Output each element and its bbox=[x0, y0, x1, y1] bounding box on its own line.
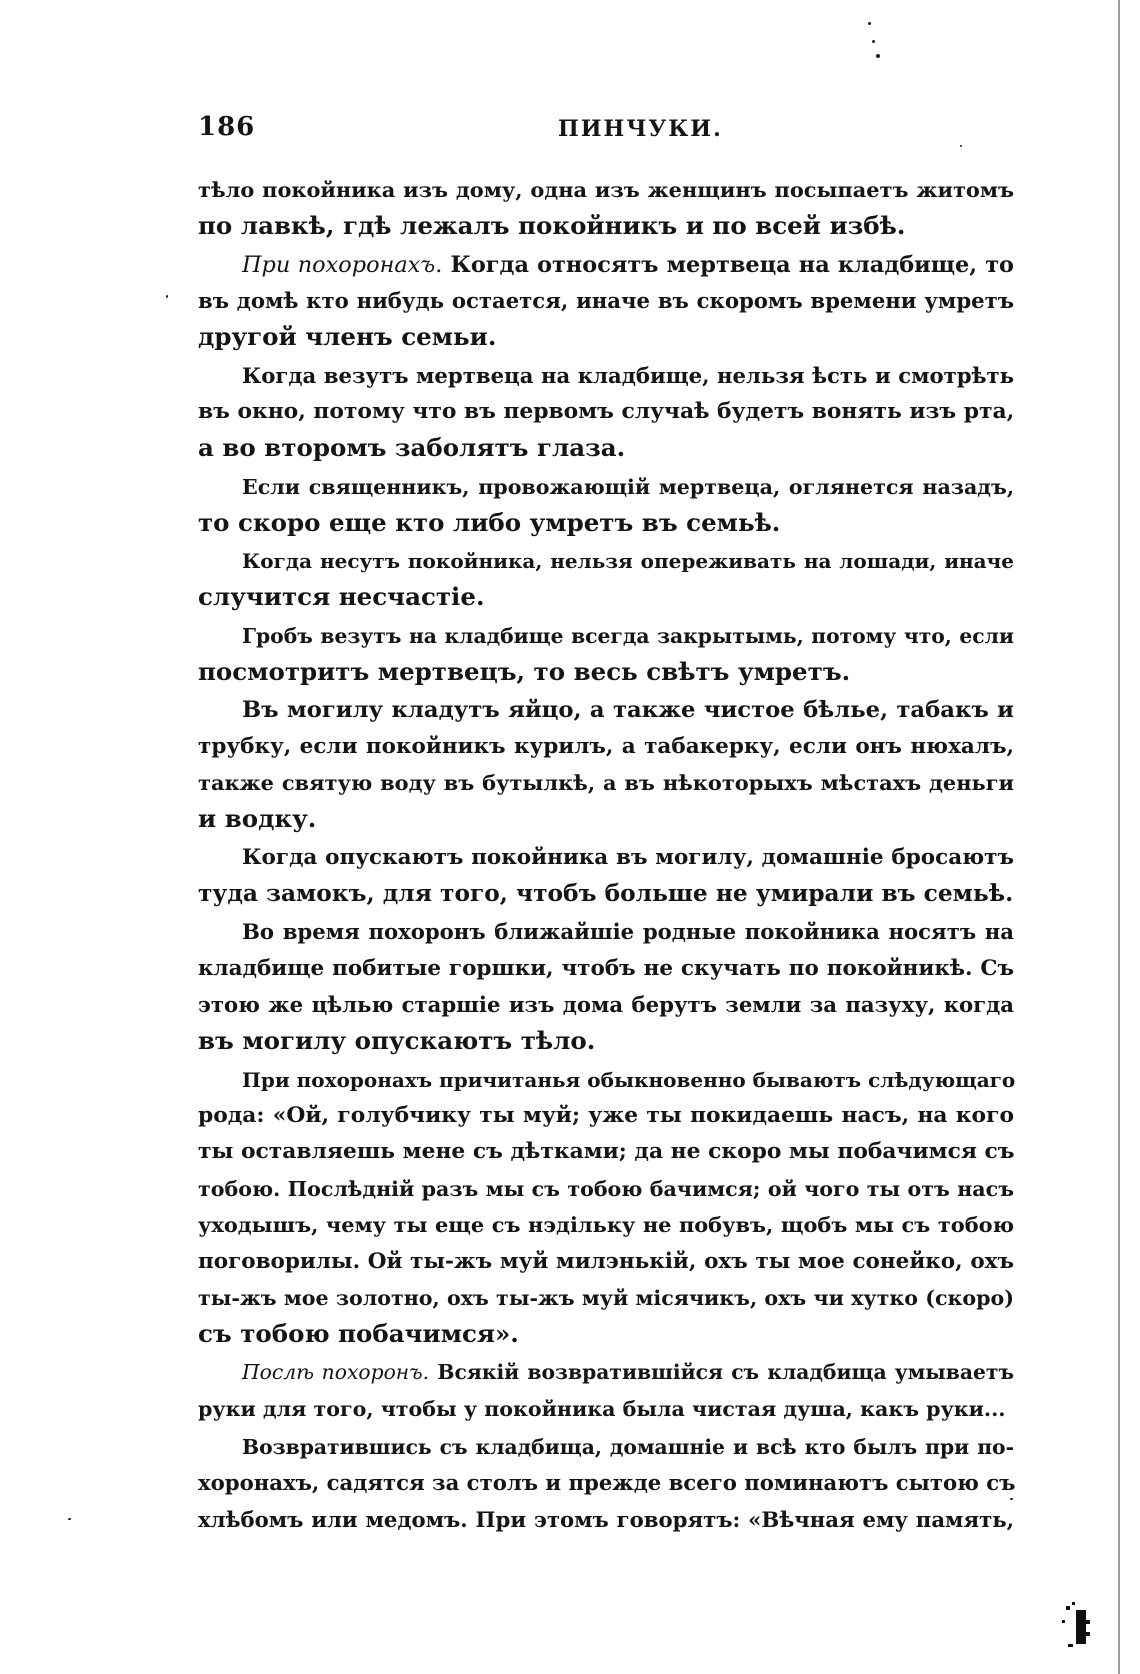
text-line: кладбище побитые горшки, чтобъ не скучать по покойникѣ. Съ bbox=[198, 955, 1014, 981]
text-line: случится несчастіе. bbox=[198, 582, 485, 612]
paragraph-2 bbox=[198, 247, 1014, 356]
paragraph-10 bbox=[198, 1062, 1014, 1353]
paragraph-7 bbox=[198, 692, 1014, 838]
section-heading: При похоронахъ. bbox=[242, 251, 443, 278]
text-line: ты оставляешь мене съ дѣтками; да не скоро мы побачимся съ bbox=[198, 1139, 1015, 1165]
text-line bbox=[198, 1354, 1014, 1390]
text-line: Если священникъ, провожающій мертвеца, оглянется назадъ, bbox=[242, 474, 1014, 499]
paragraph-4 bbox=[198, 469, 1014, 542]
text-line: Гробъ везутъ на кладбище всегда закрытымь, потому что, если bbox=[242, 623, 1014, 648]
paragraph-12 bbox=[198, 1429, 1014, 1538]
running-title: ПИНЧУКИ. bbox=[558, 116, 723, 142]
text-line: а во второмъ заболятъ глаза. bbox=[198, 433, 626, 463]
paragraph-5 bbox=[198, 543, 1014, 616]
paragraph-3 bbox=[198, 358, 1014, 467]
text-line: Когда опускаютъ покойника въ могилу, домашніе бросаютъ bbox=[242, 844, 1014, 870]
scan-speck bbox=[868, 22, 871, 25]
text-line: рода: «Ой, голубчику ты муй; уже ты покидаешь насъ, на кого bbox=[198, 1102, 1014, 1128]
paragraph-8 bbox=[198, 840, 1014, 913]
text-line: въ окно, потому что въ первомъ случаѣ будетъ вонять изъ рта, bbox=[198, 398, 1015, 424]
text-line: въ домѣ кто нибудь остается, иначе въ скоромъ времени умретъ bbox=[198, 287, 1014, 313]
text-line: тѣло покойника изъ дому, одна изъ женщинъ посыпаетъ житомъ bbox=[198, 177, 1014, 202]
text-line: хоронахъ, садятся за столъ и прежде всего поминаютъ сытою съ bbox=[198, 1470, 1016, 1496]
text-line: Во время похоронъ ближайшіе родные покойника носятъ на bbox=[242, 919, 1014, 945]
text-line: Когда несутъ покойника, нельзя опереживать на лошади, иначе bbox=[242, 549, 1014, 574]
text-line: хлѣбомъ или медомъ. При этомъ говорятъ: «Вѣчная ему память, bbox=[198, 1506, 1014, 1532]
text-line: этою же цѣлью старшіе изъ дома берутъ земли за пазуху, когда bbox=[198, 991, 1014, 1017]
scan-speck bbox=[166, 295, 168, 298]
text-line: другой членъ семьи. bbox=[198, 322, 497, 352]
paragraph-9 bbox=[198, 914, 1014, 1060]
text-line: въ могилу опускаютъ тѣло. bbox=[198, 1026, 596, 1056]
text-line: съ тобою побачимся». bbox=[198, 1319, 519, 1349]
section-heading: Послѣ похоронъ. bbox=[242, 1360, 430, 1385]
text-line: туда замокъ, для того, чтобъ больше не умирали въ семьѣ. bbox=[198, 880, 1014, 907]
text-line: руки для того, чтобы у покойника была чистая душа, какъ руки... bbox=[198, 1396, 1006, 1421]
text-line: ты-жъ мое золотно, охъ ты-жъ муй місячикъ, охъ чи хутко (скоро) bbox=[198, 1285, 1014, 1310]
scan-artifact-mark bbox=[1062, 1600, 1092, 1650]
text-line: тобою. Послѣдній разъ мы съ тобою бачимся; ой чого ты отъ насъ bbox=[198, 1176, 1014, 1201]
scan-speck bbox=[68, 1518, 71, 1520]
text-line: При похоронахъ причитанья обыкновенно бываютъ слѣдующаго bbox=[242, 1067, 1016, 1092]
paragraph-6 bbox=[198, 618, 1014, 691]
text-line: трубку, если покойникъ курилъ, а табакерку, если онъ нюхалъ, bbox=[198, 733, 1014, 759]
text-line: по лавкѣ, гдѣ лежалъ покойникъ и по всей избѣ. bbox=[198, 211, 906, 241]
paragraph-1 bbox=[198, 172, 1014, 245]
text-line: Въ могилу кладутъ яйцо, а также чистое бѣлье, табакъ и bbox=[242, 697, 1014, 724]
text-line: также святую воду въ бутылкѣ, а въ нѣкоторыхъ мѣстахъ деньги bbox=[198, 770, 1014, 796]
text-line bbox=[198, 247, 1014, 283]
body-text bbox=[198, 172, 1014, 1538]
page-number: 186 bbox=[198, 112, 256, 142]
page-header bbox=[198, 112, 1012, 152]
paragraph-11 bbox=[198, 1354, 1014, 1427]
text-line: Когда везутъ мертвеца на кладбище, нельзя ѣсть и смотрѣть bbox=[242, 362, 1014, 388]
scan-speck bbox=[872, 40, 875, 43]
text-fragment: Когда относятъ мертвеца на кладбище, то bbox=[450, 251, 1014, 278]
text-line: то скоро еще кто либо умретъ въ семьѣ. bbox=[198, 507, 781, 537]
text-line: посмотритъ мертвецъ, то весь свѣтъ умретъ. bbox=[198, 657, 851, 687]
page-edge-line bbox=[1118, 0, 1120, 1674]
text-line: поговорилы. Ой ты-жъ муй милэнькій, охъ ты мое сонейко, охъ bbox=[198, 1248, 1014, 1274]
text-line: Возвратившись съ кладбища, домашніе и всѣ кто былъ при по- bbox=[242, 1435, 1014, 1460]
text-fragment: Всякій возвратившійся съ кладбища умываетъ bbox=[437, 1360, 1015, 1385]
text-line: и водку. bbox=[198, 804, 317, 834]
scan-speck bbox=[876, 54, 880, 58]
text-line: уходышъ, чему ты еще съ нэдільку не побувъ, щобъ мы съ тобою bbox=[198, 1212, 1014, 1238]
